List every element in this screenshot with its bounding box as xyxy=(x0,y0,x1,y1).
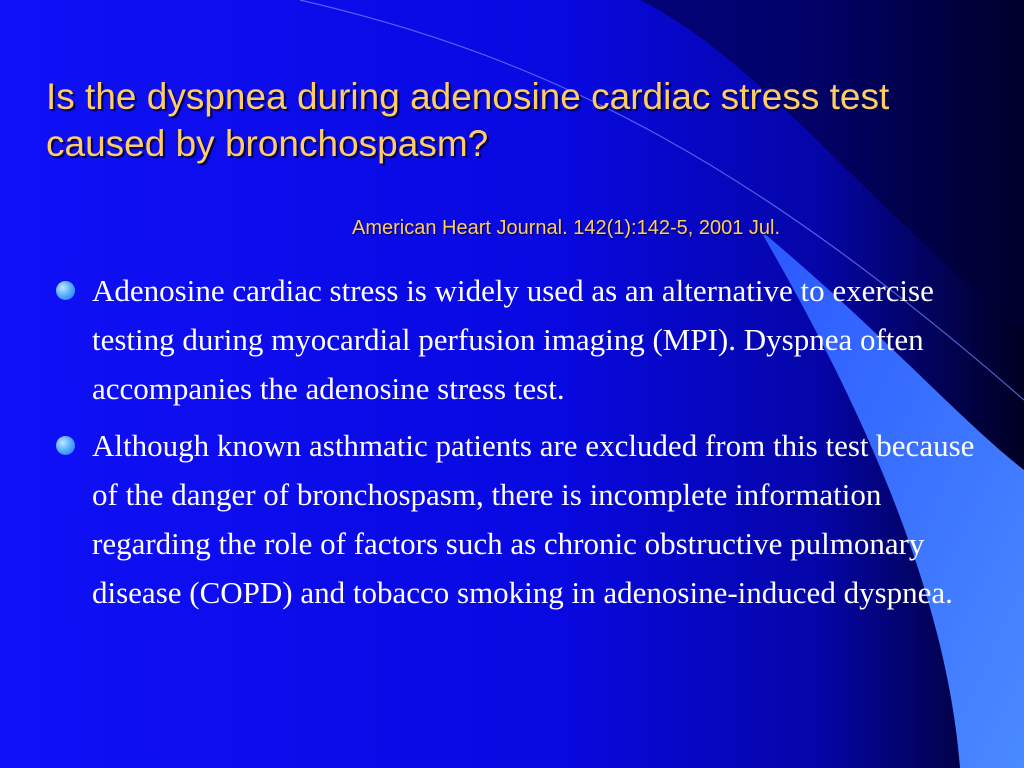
bullet-text: Although known asthmatic patients are excluded from this test because of the danger of bronchospasm, there is incomplete information regarding the role of factors such as chronic obstructive pulmonary disease (COPD) and tobacco smoking in adenosine-induced dyspnea. xyxy=(92,428,975,610)
slide-title: Is the dyspnea during adenosine cardiac stress test caused by bronchospasm? xyxy=(46,76,890,164)
bullet-item xyxy=(56,421,986,617)
citation: American Heart Journal. 142(1):142-5, 2001 Jul. xyxy=(352,217,781,239)
bullet-dot-icon xyxy=(56,436,75,455)
bullet-list xyxy=(56,266,986,625)
bullet-dot-icon xyxy=(56,281,75,300)
bullet-text: Adenosine cardiac stress is widely used as an alternative to exercise testing during myocardial perfusion imaging (MPI). Dyspnea often accompanies the adenosine stress test. xyxy=(92,273,934,406)
bullet-item xyxy=(56,266,986,413)
